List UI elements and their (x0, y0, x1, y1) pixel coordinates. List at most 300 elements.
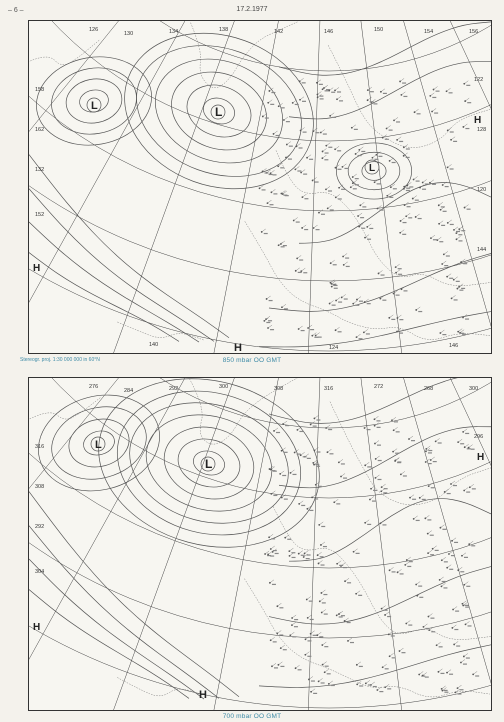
station-value (309, 510, 313, 511)
wind-barb (269, 88, 273, 91)
meridian-line (329, 378, 491, 710)
station-value (323, 594, 327, 595)
station-value (337, 169, 341, 170)
station-value (320, 556, 324, 557)
contour-height-label: 154 (424, 29, 434, 35)
wind-barb (383, 664, 387, 667)
parallel-line (29, 378, 491, 638)
station-value (346, 266, 350, 267)
page-number: – 6 – (8, 7, 24, 14)
contour-height-label: 276 (89, 384, 99, 390)
wind-barb (321, 542, 325, 545)
wind-barb (353, 301, 357, 304)
wind-barb (392, 417, 396, 420)
contour-height-label: 132 (35, 167, 45, 173)
station-value (287, 539, 291, 540)
wind-barb (352, 125, 356, 128)
wind-barb (458, 567, 462, 570)
station-value (347, 582, 351, 583)
station-value (456, 645, 460, 646)
wind-barb (357, 297, 361, 300)
wind-barb (401, 218, 405, 221)
station-value (301, 330, 305, 331)
station-value (449, 278, 453, 279)
wind-barb (287, 142, 291, 145)
station-value (372, 500, 376, 501)
station-value (344, 298, 348, 299)
contour-height-label: 296 (474, 434, 484, 440)
station-value (331, 92, 335, 93)
station-value (459, 290, 463, 291)
wind-barb (401, 471, 405, 474)
station-value (359, 666, 363, 667)
wind-barb (337, 96, 341, 99)
station-value (328, 190, 332, 191)
station-value (276, 432, 280, 433)
station-value (418, 218, 422, 219)
wind-barb (423, 179, 427, 182)
station-value (398, 274, 402, 275)
wind-barb (458, 439, 462, 442)
map-850mbar[interactable] (28, 20, 492, 354)
station-value (341, 463, 345, 464)
wind-barb (301, 268, 305, 271)
station-value (276, 135, 280, 136)
station-value (377, 427, 381, 428)
isohypse-line (259, 645, 491, 688)
wind-barb (409, 436, 413, 439)
station-value (291, 552, 295, 553)
wind-barb (296, 268, 300, 271)
wind-barb (464, 582, 468, 585)
station-value (396, 121, 400, 122)
wind-barb (385, 612, 389, 615)
station-value (370, 101, 374, 102)
low-pressure-center: L (205, 457, 213, 471)
wind-barb (281, 645, 285, 648)
station-value (396, 431, 400, 432)
station-value (418, 586, 422, 587)
station-value (327, 673, 331, 674)
station-value (425, 676, 429, 677)
station-value (362, 206, 366, 207)
wind-barb (267, 296, 271, 299)
wind-barb (368, 87, 372, 90)
station-value (302, 101, 306, 102)
wind-barb (282, 304, 286, 307)
wind-barb (274, 131, 278, 134)
station-value (399, 319, 403, 320)
wind-barb (336, 194, 340, 197)
station-value (460, 333, 464, 334)
station-value (456, 231, 460, 232)
station-value (454, 542, 458, 543)
wind-barb (277, 603, 281, 606)
station-value (321, 564, 325, 565)
wind-barb (442, 261, 446, 264)
wind-barb (295, 166, 299, 169)
isohypse-line (29, 526, 219, 699)
station-value (315, 181, 319, 182)
station-value (387, 616, 391, 617)
wind-barb (322, 609, 326, 612)
wind-barb (314, 225, 318, 228)
station-value (439, 241, 443, 242)
station-value (450, 131, 454, 132)
wind-barb (326, 186, 330, 189)
wind-barb (465, 205, 469, 208)
station-value (450, 168, 454, 169)
station-value (338, 301, 342, 302)
high-pressure-center: H (474, 115, 482, 126)
wind-barb (395, 458, 399, 461)
station-value (330, 209, 334, 210)
wind-barb (419, 671, 423, 674)
station-value (280, 167, 284, 168)
station-value (273, 174, 277, 175)
wind-barb (375, 475, 379, 478)
wind-barb (342, 164, 346, 167)
wind-barb (364, 329, 368, 332)
wind-barb (376, 456, 380, 459)
station-value (309, 159, 313, 160)
station-value (332, 117, 336, 118)
station-value (396, 295, 400, 296)
wind-barb (319, 560, 323, 563)
contour-height-label: 316 (35, 444, 45, 450)
wind-barb (329, 681, 333, 684)
wind-barb (383, 135, 387, 138)
contour-height-label: 126 (89, 27, 99, 33)
wind-barb (297, 255, 301, 258)
wind-barb (344, 262, 348, 265)
wind-barb (271, 546, 275, 549)
station-value (382, 524, 386, 525)
meridian-line (329, 378, 491, 710)
wind-barb (441, 583, 445, 586)
wind-barb (283, 421, 287, 424)
wind-barb (271, 467, 275, 470)
wind-barb (305, 652, 309, 655)
map-date: 17.2.1977 (236, 6, 268, 13)
station-value (444, 561, 448, 562)
station-value (304, 229, 308, 230)
wind-barb (358, 213, 362, 216)
wind-barb (354, 549, 358, 552)
station-value (316, 466, 320, 467)
wind-barb (271, 637, 275, 640)
station-value (307, 554, 311, 555)
station-value (299, 431, 303, 432)
meridian-line (157, 378, 329, 710)
wind-barb (314, 447, 318, 450)
station-value (299, 147, 303, 148)
station-value (336, 503, 340, 504)
station-value (400, 573, 404, 574)
wind-barb (300, 97, 304, 100)
station-value (345, 257, 349, 258)
station-value (270, 329, 274, 330)
station-value (271, 538, 275, 539)
station-value (292, 636, 296, 637)
wind-barb (335, 165, 339, 168)
station-value (316, 419, 320, 420)
wind-barb (406, 213, 410, 216)
station-value (430, 535, 434, 536)
station-value (284, 452, 288, 453)
station-value (325, 90, 329, 91)
wind-barb (440, 577, 444, 580)
contour-height-label: 140 (149, 342, 159, 348)
wind-barb (460, 330, 464, 333)
station-value (266, 322, 270, 323)
contour-height-label: 304 (35, 569, 45, 575)
station-value (284, 499, 288, 500)
station-value (309, 601, 313, 602)
wind-barb (382, 606, 386, 609)
wind-barb (300, 78, 304, 81)
station-value (310, 619, 314, 620)
station-value (307, 458, 311, 459)
station-value (384, 610, 388, 611)
wind-barb (372, 155, 376, 158)
station-value (319, 84, 323, 85)
station-value (273, 193, 277, 194)
wind-barb (406, 620, 410, 623)
wind-barb (271, 189, 275, 192)
wind-barb (325, 669, 329, 672)
wind-barb (320, 598, 324, 601)
station-value (415, 200, 419, 201)
station-value (427, 519, 431, 520)
wind-barb (292, 622, 296, 625)
station-value (283, 649, 287, 650)
contour-height-label: 150 (374, 27, 384, 33)
station-value (449, 92, 453, 93)
station-value (460, 443, 464, 444)
wind-barb (321, 129, 325, 132)
station-value (319, 636, 323, 637)
wind-barb (357, 662, 361, 665)
wind-barb (270, 580, 274, 583)
station-value (347, 622, 351, 623)
station-value (338, 198, 342, 199)
wind-barb (335, 87, 339, 90)
station-value (438, 442, 442, 443)
station-value (453, 485, 457, 486)
station-value (279, 607, 283, 608)
contour-height-label: 292 (35, 524, 45, 530)
contour-height-label: 284 (124, 388, 134, 394)
station-value (442, 334, 446, 335)
map-700mbar[interactable] (28, 377, 492, 711)
station-value (301, 555, 305, 556)
station-value (358, 155, 362, 156)
wind-barb (451, 137, 455, 140)
isohypse-line (289, 62, 491, 119)
station-value (465, 318, 469, 319)
map-700mbar-canvas (29, 378, 491, 710)
station-value (442, 581, 446, 582)
contour-height-label: 152 (35, 212, 45, 218)
wind-barb (414, 516, 418, 519)
wind-barb (423, 624, 427, 627)
wind-barb (465, 98, 469, 101)
station-value (366, 333, 370, 334)
station-value (466, 657, 470, 658)
wind-barb (339, 611, 343, 614)
station-value (403, 290, 407, 291)
isohypse-line (29, 189, 214, 342)
station-value (433, 461, 437, 462)
station-value (369, 228, 373, 229)
wind-barb (463, 429, 467, 432)
wind-barb (323, 148, 327, 151)
station-value (289, 146, 293, 147)
station-value (359, 338, 363, 339)
station-value (306, 558, 310, 559)
station-value (328, 429, 332, 430)
wind-barb (465, 444, 469, 447)
station-value (298, 272, 302, 273)
wind-barb (265, 551, 269, 554)
station-value (471, 545, 475, 546)
isohypse-line (269, 253, 491, 311)
station-value (383, 93, 387, 94)
wind-barb (357, 681, 361, 684)
station-value (265, 172, 269, 173)
wind-barb (293, 100, 297, 103)
station-value (302, 82, 306, 83)
wind-barb (348, 638, 352, 641)
wind-barb (416, 307, 420, 310)
station-value (443, 211, 447, 212)
station-value (374, 159, 378, 160)
parallel-line (29, 378, 491, 498)
station-value (378, 156, 382, 157)
station-value (341, 189, 345, 190)
station-value (464, 605, 468, 606)
station-value (377, 183, 381, 184)
station-value (432, 184, 436, 185)
wind-barb (438, 669, 442, 672)
station-value (377, 445, 381, 446)
station-value (387, 688, 391, 689)
isohypse-line (269, 567, 491, 625)
station-value (358, 595, 362, 596)
contour-height-label: 272 (374, 384, 384, 390)
station-value (385, 139, 389, 140)
wind-barb (365, 520, 369, 523)
wind-barb (390, 653, 394, 656)
high-pressure-center: H (477, 452, 485, 463)
station-value (458, 234, 462, 235)
station-value (409, 186, 413, 187)
wind-barb (368, 97, 372, 100)
wind-barb (317, 80, 321, 83)
wind-barb (382, 484, 386, 487)
wind-barb (396, 264, 400, 267)
wind-barb (396, 270, 400, 273)
station-value (272, 584, 276, 585)
wind-barb (283, 191, 287, 194)
wind-barb (447, 274, 451, 277)
contour-height-label: 300 (469, 386, 479, 392)
wind-barb (294, 217, 298, 220)
wind-barb (326, 425, 330, 428)
station-value (265, 117, 269, 118)
station-value (338, 331, 342, 332)
wind-barb (337, 561, 341, 564)
station-value (325, 666, 329, 667)
wind-barb (353, 174, 357, 177)
station-value (356, 553, 360, 554)
station-value (450, 224, 454, 225)
wind-barb (334, 499, 338, 502)
station-value (447, 493, 451, 494)
station-value (297, 170, 301, 171)
station-value (455, 611, 459, 612)
station-value (435, 550, 439, 551)
station-value (337, 91, 341, 92)
wind-barb (318, 552, 322, 555)
station-value (466, 85, 470, 86)
contour-height-label: 124 (329, 345, 339, 351)
station-value (431, 487, 435, 488)
station-value (293, 474, 297, 475)
station-value (274, 667, 278, 668)
station-value (425, 628, 429, 629)
station-value (339, 616, 343, 617)
station-value (313, 693, 317, 694)
wind-barb (292, 615, 296, 618)
station-value (430, 554, 434, 555)
wind-barb (415, 109, 419, 112)
contour-height-label: 300 (219, 384, 229, 390)
station-value (383, 492, 387, 493)
meridian-line (329, 378, 491, 710)
station-value (318, 486, 322, 487)
wind-barb (405, 562, 409, 565)
station-value (359, 685, 363, 686)
station-value (323, 546, 327, 547)
station-value (465, 128, 469, 129)
wind-barb (313, 128, 317, 131)
station-value (329, 453, 333, 454)
station-value (454, 629, 458, 630)
station-value (416, 520, 420, 521)
station-value (321, 214, 325, 215)
wind-barb (416, 214, 420, 217)
wind-barb (274, 428, 278, 431)
station-value (268, 320, 272, 321)
wind-barb (442, 557, 446, 560)
station-value (339, 565, 343, 566)
wind-barb (345, 618, 349, 621)
station-value (270, 555, 274, 556)
station-value (314, 498, 318, 499)
station-value (461, 230, 465, 231)
wind-barb (299, 501, 303, 504)
station-value (322, 602, 326, 603)
station-value (441, 225, 445, 226)
station-value (288, 158, 292, 159)
wind-barb (463, 124, 467, 127)
wind-barb (452, 625, 456, 628)
station-value (397, 462, 401, 463)
wind-barb (454, 227, 458, 230)
wind-barb (375, 441, 379, 444)
